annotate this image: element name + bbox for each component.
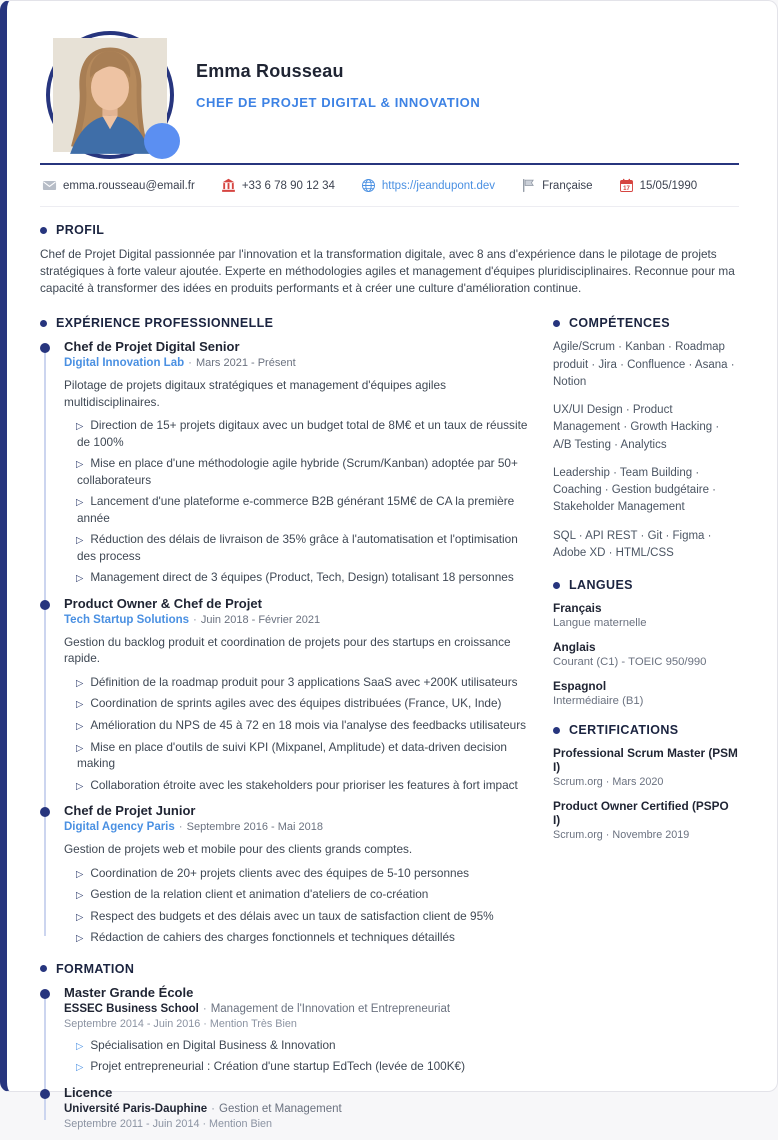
triangle-bullet-icon: ▷ [76, 720, 84, 732]
triangle-bullet-icon: ▷ [76, 699, 84, 711]
left-column [40, 300, 529, 1139]
contact-email [42, 178, 195, 193]
separator: · [188, 357, 192, 370]
right-column [553, 300, 739, 1139]
job-role: Chef de Projet Digital Senior [64, 339, 240, 355]
timeline-dot-icon [40, 807, 50, 817]
timeline-dot-icon [40, 989, 50, 999]
separator: · [202, 1002, 207, 1015]
job-bullet-text: Amélioration du NPS de 45 à 72 en 18 mois via l'analyse des feedbacks utilisateurs [90, 717, 527, 732]
job-company-link[interactable]: Digital Innovation Lab [64, 357, 185, 370]
job-bullet-text: Mise en place d'outils de suivi KPI (Mixpanel, Amplitude) et data-driven decision making [77, 739, 507, 771]
triangle-bullet-icon: ▷ [76, 459, 84, 471]
contact-phone [221, 178, 335, 193]
degree-period: Septembre 2014 - Juin 2016 · Mention Très Bien [64, 1017, 297, 1030]
section-dot-icon [553, 727, 560, 734]
certification-detail: Scrum.org · Mars 2020 [553, 776, 664, 788]
job-bullet-text: Coordination de sprints agiles avec des équipes distribuées (France, UK, Inde) [90, 696, 502, 711]
accent-circle [144, 123, 180, 159]
language-item [553, 679, 739, 707]
job-period: Septembre 2016 - Mai 2018 [186, 821, 323, 834]
flag-icon [521, 178, 536, 193]
degree-bullet [64, 1058, 529, 1075]
job-role: Product Owner & Chef de Projet [64, 595, 262, 611]
job-bullet [64, 674, 529, 691]
section-certifications-header [553, 723, 739, 737]
degree-period: Septembre 2011 - Juin 2014 · Mention Bien [64, 1117, 273, 1130]
calendar-icon [619, 178, 634, 193]
header [40, 29, 739, 159]
section-experience-title: EXPÉRIENCE PROFESSIONNELLE [56, 316, 274, 331]
globe-icon [361, 178, 376, 193]
job-bullet [64, 739, 529, 772]
certification-name: Professional Scrum Master (PSM I) [553, 746, 738, 774]
job-bullet [64, 417, 529, 450]
certification-item [553, 746, 739, 788]
contact-bar [40, 165, 739, 207]
separator: · [193, 613, 197, 626]
job-bullet [64, 695, 529, 712]
degree-school: ESSEC Business School [64, 1002, 199, 1015]
contact-phone-text: +33 6 78 90 12 34 [241, 179, 335, 192]
timeline-dot-icon [40, 343, 50, 353]
email-icon [42, 178, 57, 193]
separator: · [178, 821, 183, 834]
degree-bullets [64, 1037, 529, 1075]
section-dot-icon [40, 320, 47, 327]
triangle-bullet-icon: ▷ [76, 573, 84, 585]
job-bullet-text: Rédaction de cahiers des charges fonctionnels et techniques détaillés [90, 930, 455, 945]
triangle-bullet-icon: ▷ [76, 535, 84, 547]
triangle-bullet-icon: ▷ [76, 421, 84, 433]
job-bullet-text: Mise en place d'une méthodologie agile hybride (Scrum/Kanban) adoptée par 50+ collaborateurs [77, 456, 518, 487]
job-bullet [64, 777, 529, 794]
experience-timeline [40, 339, 529, 945]
language-name: Anglais [553, 640, 596, 654]
job-company-link[interactable]: Tech Startup Solutions [64, 613, 190, 626]
job-period: Juin 2018 - Février 2021 [200, 613, 321, 626]
job-bullet [64, 455, 529, 488]
language-item [553, 601, 739, 629]
certification-item [553, 799, 739, 841]
section-langues-title: LANGUES [569, 578, 633, 592]
language-item [553, 640, 739, 668]
job-bullet-text: Coordination de 20+ projets clients avec des équipes de 5-10 personnes [90, 865, 470, 880]
job-bullet [64, 717, 529, 734]
degree-name: Master Grande École [64, 984, 194, 1000]
skill-group: Agile/Scrum · Kanban · Roadmap produit · Jira · Confluence · Asana · Notion [553, 341, 735, 388]
degree-school: Université Paris-Dauphine [64, 1102, 208, 1115]
triangle-bullet-icon: ▷ [76, 780, 84, 792]
job-role: Chef de Projet Junior [64, 803, 196, 819]
triangle-bullet-icon: ▷ [76, 933, 84, 945]
contact-nationality-text: Française [542, 179, 593, 192]
phone-icon [221, 178, 236, 193]
contact-nationality [521, 178, 593, 193]
job-bullet-text: Réduction des délais de livraison de 35% grâce à l'automatisation et l'optimisation des process [77, 532, 518, 563]
degree-bullet-text: Projet entrepreneurial : Création d'une startup EdTech (levée de 100K€) [90, 1059, 466, 1074]
language-level: Intermédiaire (B1) [553, 695, 644, 707]
job-entry [40, 596, 529, 793]
section-dot-icon [40, 227, 47, 234]
job-bullet-text: Gestion de la relation client et animation d'ateliers de co-création [90, 887, 429, 902]
job-summary: Pilotage de projets digitaux stratégiques et management d'équipes agiles multidisciplinaires. [64, 378, 446, 409]
formation-timeline [40, 985, 529, 1130]
degree-bullet-text: Spécialisation en Digital Business & Innovation [90, 1037, 336, 1052]
website-link[interactable]: https://jeandupont.dev [381, 179, 496, 192]
language-name: Français [553, 601, 602, 615]
section-profil-title: PROFIL [56, 223, 105, 237]
triangle-bullet-icon: ▷ [76, 1040, 84, 1052]
degree-bullet [64, 1037, 529, 1054]
job-summary: Gestion du backlog produit et coordination de projets pour des startups en croissance rapide. [64, 634, 511, 666]
contact-birthdate [619, 178, 698, 193]
profil-text: Chef de Projet Digital passionnée par l'innovation et la transformation digitale, avec 8 ans d'expérience dans le pilotage de projets stratégiques à forte valeur ajoutée. Experte en méthodologies agiles et management d'équipes pluridisciplinaires. Reconnue pour ma capacité à transformer des idées en produits performants et à créer une culture d'amélioration continue. [40, 247, 735, 295]
person-job-title: CHEF DE PROJET DIGITAL & INNOVATION [196, 95, 481, 110]
job-bullet [64, 886, 529, 903]
section-competences-header [553, 316, 739, 330]
section-experience-header [40, 316, 529, 330]
job-bullets [64, 417, 529, 586]
section-langues-header [553, 578, 739, 592]
svg-text:17: 17 [622, 184, 630, 192]
triangle-bullet-icon: ▷ [76, 890, 84, 902]
contact-website [361, 178, 495, 193]
section-certifications-title: CERTIFICATIONS [569, 723, 679, 737]
language-name: Espagnol [553, 679, 607, 693]
job-bullet-text: Direction de 15+ projets digitaux avec un budget total de 8M€ et un taux de réussite de 100% [77, 418, 528, 449]
job-bullet-text: Collaboration étroite avec les stakeholders pour prioriser les features à fort impact [90, 777, 518, 792]
triangle-bullet-icon: ▷ [76, 911, 84, 923]
certification-detail: Scrum.org · Novembre 2019 [553, 829, 690, 841]
contact-email-text: emma.rousseau@email.fr [63, 179, 195, 192]
section-formation-title: FORMATION [56, 961, 135, 976]
section-formation-header [40, 962, 529, 976]
degree-field: Management de l'Innovation et Entrepreneuriat [210, 1002, 451, 1015]
section-dot-icon [40, 965, 47, 972]
section-dot-icon [553, 582, 560, 589]
section-profil-header [40, 223, 739, 237]
triangle-bullet-icon: ▷ [76, 868, 84, 880]
timeline-dot-icon [40, 600, 50, 610]
job-bullet-text: Respect des budgets et des délais avec un taux de satisfaction client de 95% [90, 908, 494, 923]
timeline-dot-icon [40, 1089, 50, 1099]
skill-group: Leadership · Team Building · Coaching · Gestion budgétaire · Stakeholder Management [553, 466, 717, 514]
job-bullet [64, 865, 529, 882]
job-bullet-text: Lancement d'une plateforme e-commerce B2B générant 15M€ de CA la première année [77, 494, 515, 525]
job-bullet [64, 929, 529, 946]
skill-group: UX/UI Design · Product Management · Growth Hacking · A/B Testing · Analytics [553, 404, 720, 451]
job-bullet [64, 493, 529, 526]
degree-entry [40, 985, 529, 1075]
job-entry [40, 339, 529, 586]
job-bullets [64, 865, 529, 946]
triangle-bullet-icon: ▷ [76, 1062, 84, 1074]
skill-group: SQL · API REST · Git · Figma · Adobe XD · HTML/CSS [553, 529, 712, 559]
job-entry [40, 803, 529, 946]
degree-name: Licence [64, 1084, 113, 1100]
job-period: Mars 2021 - Présent [195, 357, 296, 370]
job-bullet-text: Management direct de 3 équipes (Product, Tech, Design) totalisant 18 personnes [90, 570, 514, 585]
degree-field: Gestion et Management [219, 1102, 342, 1115]
job-company-link[interactable]: Digital Agency Paris [64, 821, 175, 834]
triangle-bullet-icon: ▷ [76, 677, 84, 689]
section-dot-icon [553, 320, 560, 327]
person-name: Emma Rousseau [196, 61, 344, 81]
job-bullet-text: Définition de la roadmap produit pour 3 applications SaaS avec +200K utilisateurs [90, 674, 518, 689]
triangle-bullet-icon: ▷ [76, 742, 84, 754]
triangle-bullet-icon: ▷ [76, 497, 84, 509]
language-level: Courant (C1) - TOEIC 950/990 [553, 656, 707, 668]
certification-name: Product Owner Certified (PSPO I) [553, 799, 729, 827]
contact-birthdate-text: 15/05/1990 [639, 179, 698, 192]
job-bullet [64, 531, 529, 564]
separator: · [211, 1102, 215, 1115]
job-bullets [64, 674, 529, 793]
job-bullet [64, 569, 529, 586]
job-summary: Gestion de projets web et mobile pour des clients grands comptes. [64, 842, 413, 857]
section-competences-title: COMPÉTENCES [569, 316, 670, 331]
degree-entry [40, 1085, 529, 1130]
job-bullet [64, 908, 529, 925]
language-level: Langue maternelle [553, 617, 647, 629]
